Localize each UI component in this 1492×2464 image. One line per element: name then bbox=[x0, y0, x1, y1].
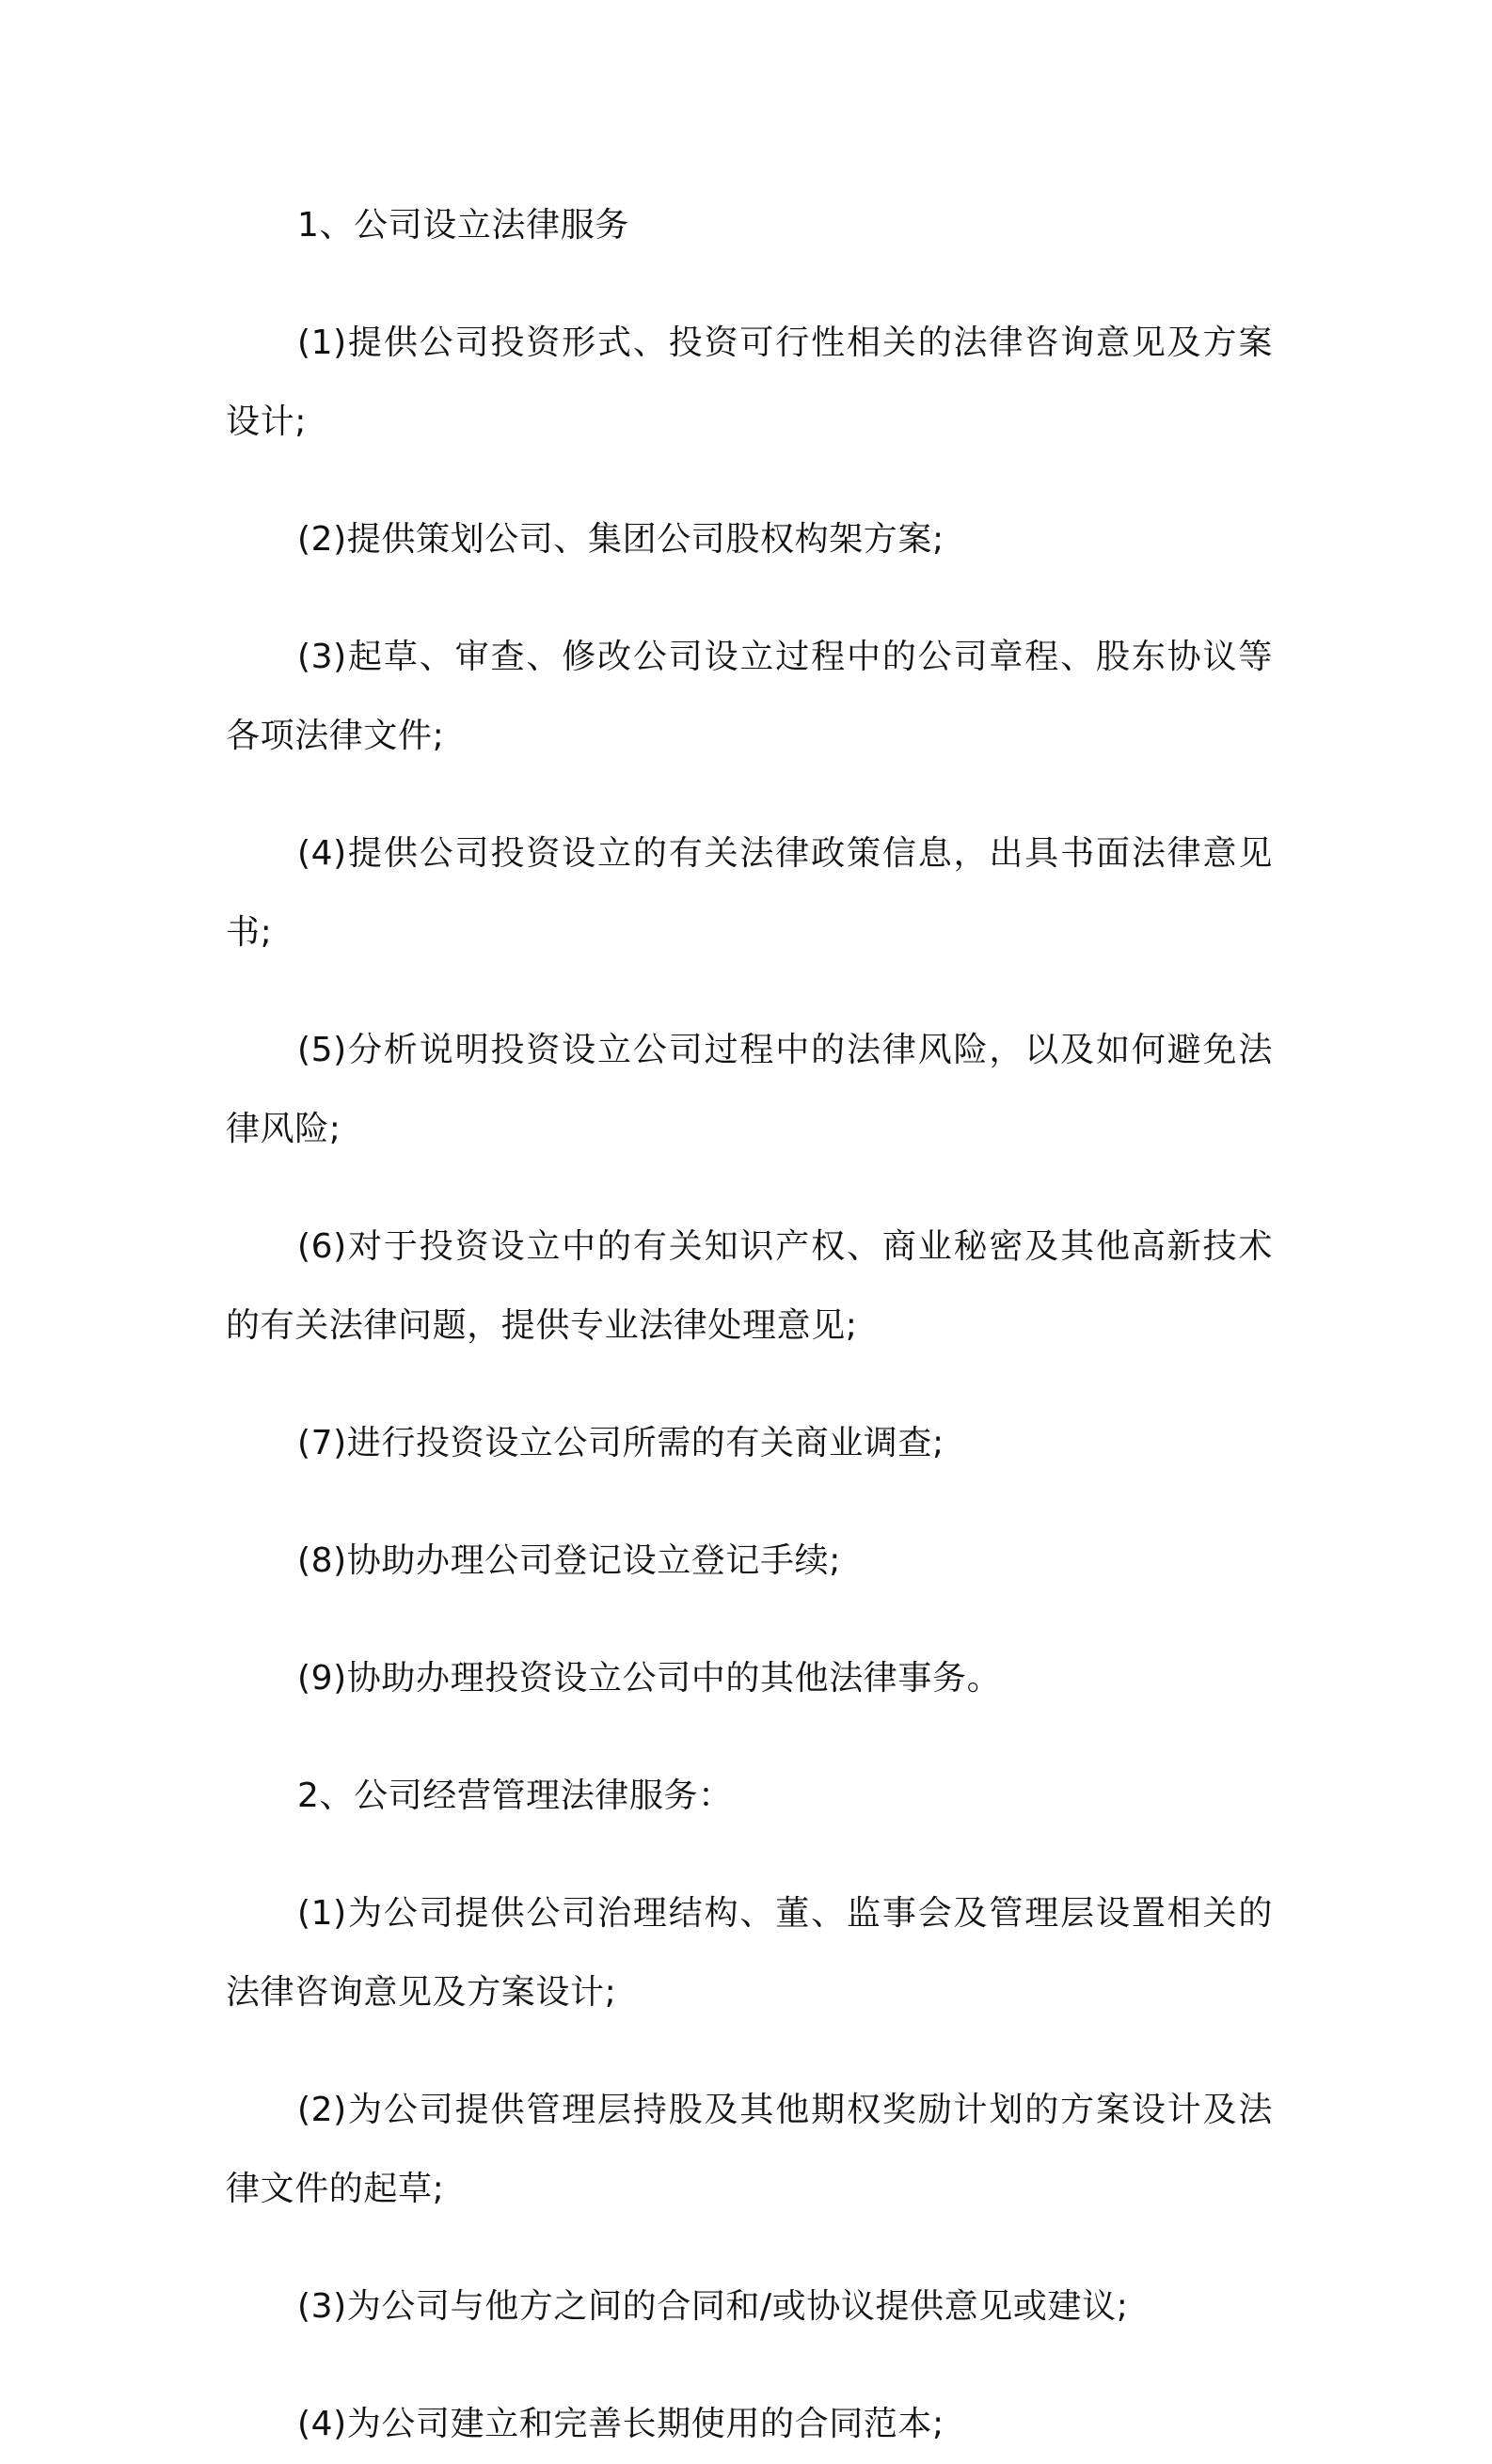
list-item: (1)提供公司投资形式、投资可行性相关的法律咨询意见及方案设计; bbox=[226, 324, 1273, 441]
section-heading-1: 1、公司设立法律服务 bbox=[297, 206, 629, 245]
list-item: (5)分析说明投资设立公司过程中的法律风险，以及如何避免法律风险; bbox=[226, 1031, 1273, 1148]
list-item: (8)协助办理公司登记设立登记手续; bbox=[297, 1541, 841, 1580]
list-item: (1)为公司提供公司治理结构、董、监事会及管理层设置相关的法律咨询意见及方案设计; bbox=[226, 1894, 1273, 2012]
list-item: (4)提供公司投资设立的有关法律政策信息，出具书面法律意见书; bbox=[226, 834, 1273, 952]
list-item: (7)进行投资设立公司所需的有关商业调查; bbox=[297, 1424, 944, 1462]
list-item: (2)为公司提供管理层持股及其他期权奖励计划的方案设计及法律文件的起草; bbox=[226, 2091, 1273, 2208]
list-item: (2)提供策划公司、集团公司股权构架方案; bbox=[297, 520, 944, 559]
list-item: (6)对于投资设立中的有关知识产权、商业秘密及其他高新技术的有关法律问题，提供专业法律处理意见; bbox=[226, 1227, 1273, 1345]
list-item: (3)为公司与他方之间的合同和/或协议提供意见或建议; bbox=[297, 2287, 1129, 2326]
list-item: (3)起草、审查、修改公司设立过程中的公司章程、股东协议等各项法律文件; bbox=[226, 638, 1273, 755]
list-item: (9)协助办理投资设立公司中的其他法律事务。 bbox=[297, 1659, 1002, 1698]
section-heading-2: 2、公司经营管理法律服务： bbox=[297, 1777, 733, 1815]
list-item: (4)为公司建立和完善长期使用的合同范本; bbox=[297, 2405, 944, 2443]
